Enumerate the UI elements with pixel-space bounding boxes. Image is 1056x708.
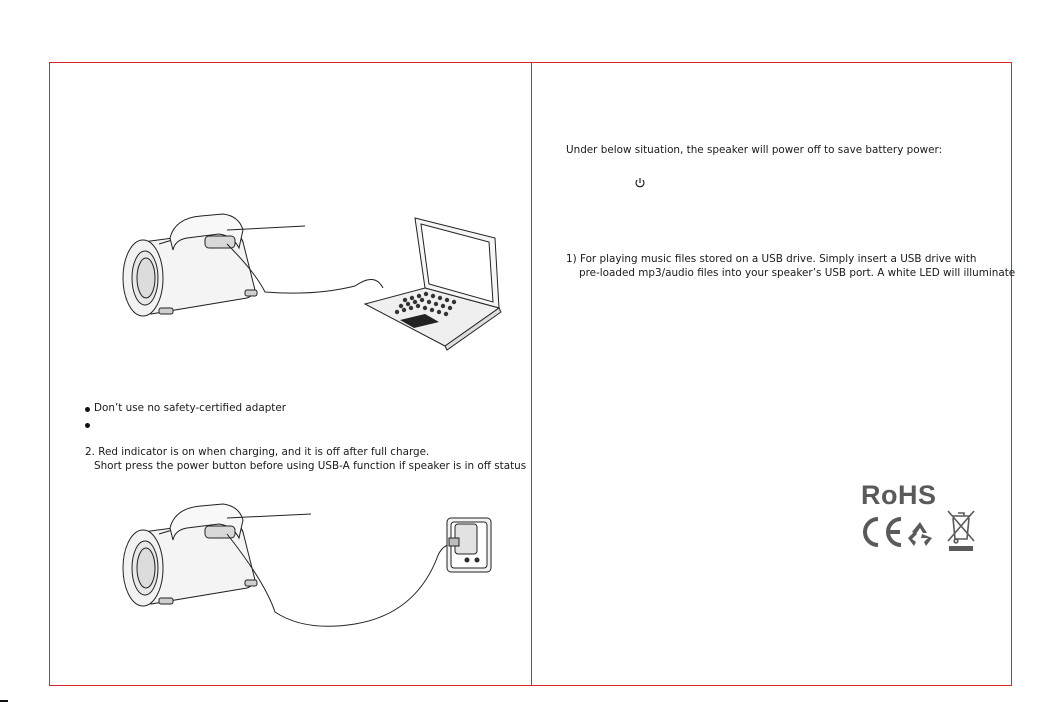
recycle-icon: [905, 520, 935, 548]
warning-item: Don’t use no safety-certified adapter: [94, 402, 287, 414]
page-divider: [531, 62, 532, 686]
power-icon: [634, 177, 646, 189]
bullet-dot: [85, 407, 90, 412]
ce-mark: [858, 516, 904, 548]
speaker-laptop-illustration: [115, 212, 505, 352]
bullet-dot: [85, 423, 90, 428]
crop-mark: [0, 700, 8, 702]
step-2-line-2: Short press the power button before using USB-A function if speaker is in off status: [94, 460, 527, 472]
usb-instruction-line-2: pre-loaded mp3/audio files into your speaker’s USB port. A white LED will illuminate: [579, 267, 1016, 279]
step-2-line-1: 2. Red indicator is on when charging, and it is off after full charge.: [85, 446, 430, 458]
power-saving-intro: Under below situation, the speaker will power off to save battery power:: [566, 144, 943, 156]
rohs-mark: RoHS: [861, 480, 937, 510]
speaker-wall-adapter-illustration: [115, 502, 505, 642]
weee-bin-icon: [944, 508, 978, 552]
usb-instruction-line-1: 1) For playing music files stored on a USB drive. Simply insert a USB drive with: [566, 253, 977, 265]
